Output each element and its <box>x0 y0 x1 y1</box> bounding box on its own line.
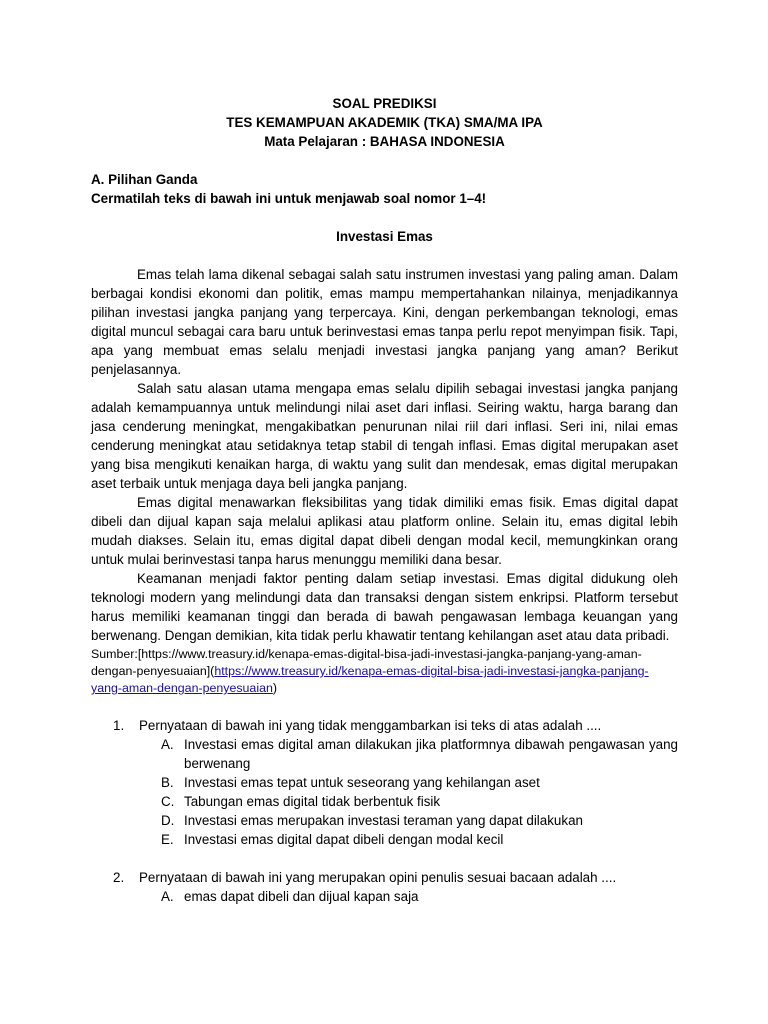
option-text: Investasi emas digital aman dilakukan jika platformnya dibawah pengawasan yang berwenang <box>184 737 678 771</box>
option-list <box>117 887 678 906</box>
doc-subject-line: Mata Pelajaran : BAHASA INDONESIA <box>264 134 505 149</box>
option-d <box>161 811 678 830</box>
document-page <box>91 94 678 906</box>
question-1 <box>91 716 678 849</box>
question-text: Pernyataan di bawah ini yang merupakan opini penulis sesuai bacaan adalah .... <box>139 870 617 885</box>
option-e <box>161 830 678 849</box>
section-instruction: Cermatilah teks di bawah ini untuk menjawab soal nomor 1–4! <box>91 191 487 206</box>
option-letter: A. <box>161 889 174 904</box>
question-2 <box>91 868 678 906</box>
option-a <box>161 735 678 773</box>
article-paragraph-3: Emas digital menawarkan fleksibilitas yang tidak dimiliki emas fisik. Emas digital dapat dibeli dan dijual kapan saja melalui aplikasi atau platform online. Selain itu, emas digital lebih mudah diakses. Selain itu, emas digital dapat dibeli dengan modal kecil, memungkinkan orang untuk mulai berinvestasi tanpa harus menunggu memiliki dana besar. <box>91 495 678 567</box>
option-list <box>117 735 678 849</box>
option-text: Tabungan emas digital tidak berbentuk fisik <box>184 794 441 809</box>
question-spacer <box>91 849 678 868</box>
option-b <box>161 773 678 792</box>
question-text: Pernyataan di bawah ini yang tidak menggambarkan isi teks di atas adalah .... <box>139 718 602 733</box>
option-letter: D. <box>161 813 175 828</box>
article-paragraph-2: Salah satu alasan utama mengapa emas selalu dipilih sebagai investasi jangka panjang adalah kemampuannya untuk melindungi nilai aset dari inflasi. Seiring waktu, harga barang dan jasa cenderung meningkat, mengakibatkan penurunan nilai riil dari inflasi. Seri ini, nilai emas cenderung meningkat atau setidaknya tetap stabil di tengah inflasi. Emas digital merupakan aset yang bisa mengikuti kenaikan harga, di waktu yang sulit dan mendesak, emas digital merupakan aset terbaik untuk menjaga daya beli jangka panjang. <box>91 381 678 491</box>
doc-title-line-1: SOAL PREDIKSI <box>332 96 437 111</box>
option-letter: E. <box>161 832 174 847</box>
question-number: 1. <box>113 718 125 733</box>
doc-title-line-2: TES KEMAMPUAN AKADEMIK (TKA) SMA/MA IPA <box>226 115 543 130</box>
option-text: Investasi emas tepat untuk seseorang yang kehilangan aset <box>184 775 540 790</box>
option-a <box>161 887 678 906</box>
option-c <box>161 792 678 811</box>
source-suffix: ) <box>272 681 278 695</box>
article-paragraph-1: Emas telah lama dikenal sebagai salah satu instrumen investasi yang paling aman. Dalam berbagai kondisi ekonomi dan politik, emas mampu mempertahankan nilainya, menjadikannya pilihan investasi jangka panjang yang terpercaya. Kini, dengan perkembangan teknologi, emas digital muncul sebagai cara baru untuk berinvestasi emas tanpa perlu repot menyimpan fisik. Tapi, apa yang membuat emas selalu menjadi investasi jangka panjang yang aman? Berikut penjelasannya. <box>91 267 678 377</box>
source-prefix: Sumber:[https://www.treasury.id/kenapa-emas-digital-bisa-jadi-investasi-jangka-panjang-yang-aman-dengan-penyesuaian]( <box>91 647 642 678</box>
option-letter: A. <box>161 737 174 752</box>
article-title: Investasi Emas <box>336 229 433 244</box>
question-number: 2. <box>113 870 125 885</box>
source-link[interactable]: https://www.treasury.id/kenapa-emas-digital-bisa-jadi-investasi-jangka-panjang-yang-aman-dengan-penyesuaian <box>91 664 649 695</box>
option-letter: B. <box>161 775 174 790</box>
option-letter: C. <box>161 794 175 809</box>
option-text: Investasi emas merupakan investasi teraman yang dapat dilakukan <box>184 813 583 828</box>
article-paragraph-4: Keamanan menjadi faktor penting dalam setiap investasi. Emas digital didukung oleh teknologi modern yang melindungi data dan transaksi dengan sistem enkripsi. Platform tersebut harus memiliki keamanan tinggi dan berada di bawah pengawasan lembaga keuangan yang berwenang. Dengan demikian, kita tidak perlu khawatir tentang kehilangan aset atau data pribadi. <box>91 571 678 643</box>
option-text: Investasi emas digital dapat dibeli dengan modal kecil <box>184 832 504 847</box>
article-source <box>91 646 678 697</box>
option-text: emas dapat dibeli dan dijual kapan saja <box>184 889 419 904</box>
section-heading: A. Pilihan Ganda <box>91 172 198 187</box>
question-list <box>91 716 678 906</box>
